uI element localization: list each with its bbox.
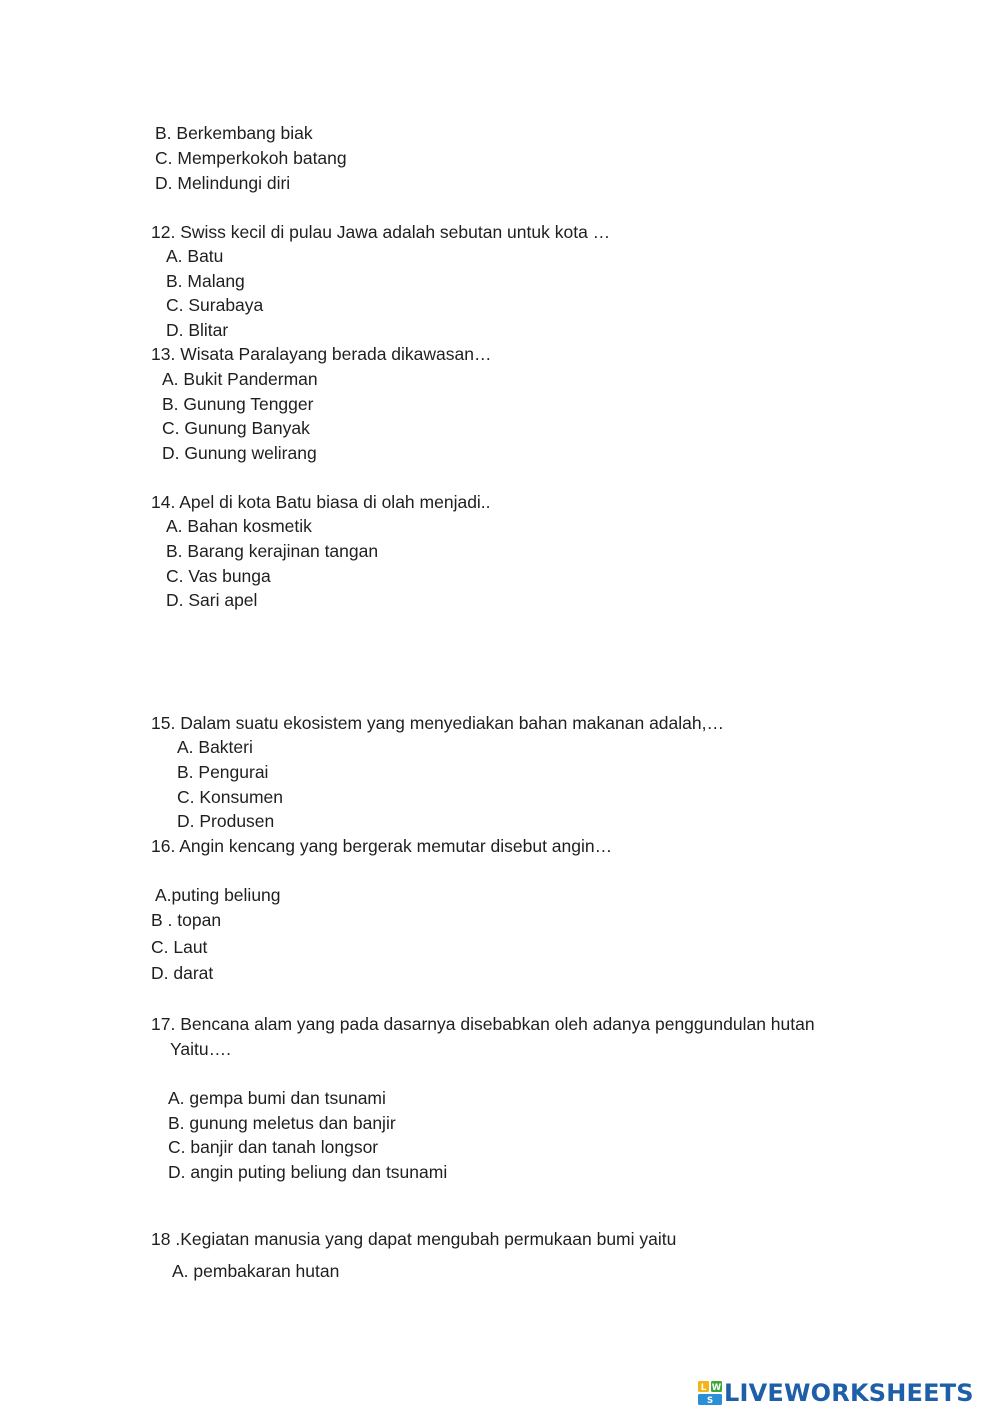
question-16: 16. Angin kencang yang bergerak memutar disebut angin… [151,836,613,856]
question-12: 12. Swiss kecil di pulau Jawa adalah sebutan untuk kota … [151,222,611,242]
question-15-option-d: D. Produsen [177,811,275,831]
question-13-option-d: D. Gunung welirang [162,443,317,463]
question-17: 17. Bencana alam yang pada dasarnya disebabkan oleh adanya penggundulan hutan [151,1014,815,1034]
question-13: 13. Wisata Paralayang berada dikawasan… [151,344,492,364]
option-b-berkembang-biak: B. Berkembang biak [155,123,313,143]
question-14-option-c: C. Vas bunga [166,566,271,586]
question-15-option-b: B. Pengurai [177,762,269,782]
question-15-option-a: A. Bakteri [177,737,253,757]
liveworksheets-logo-icon [698,1381,722,1405]
question-14-option-b: B. Barang kerajinan tangan [166,541,379,561]
option-d-melindungi-diri: D. Melindungi diri [155,173,291,193]
question-12-option-c: C. Surabaya [166,295,264,315]
brand-name: LIVEWORKSHEETS [724,1379,974,1407]
question-13-option-b: B. Gunung Tengger [162,394,314,414]
question-13-option-a: A. Bukit Panderman [162,369,318,389]
question-18-option-a: A. pembakaran hutan [172,1261,340,1281]
question-17-option-d: D. angin puting beliung dan tsunami [168,1162,448,1182]
question-14-option-a: A. Bahan kosmetik [166,516,312,536]
question-12-option-d: D. Blitar [166,320,229,340]
logo-letter-2: W [711,1382,722,1393]
question-15: 15. Dalam suatu ekosistem yang menyediakan bahan makanan adalah,… [151,713,724,733]
question-16-option-c: C. Laut [151,937,208,957]
logo-letter-3: S [706,1395,714,1405]
question-14-option-d: D. Sari apel [166,590,258,610]
question-17-option-b: B. gunung meletus dan banjir [168,1113,396,1133]
logo-letter-1: L [700,1382,707,1393]
question-17-continuation: Yaitu…. [170,1039,231,1059]
liveworksheets-brand [698,1380,974,1406]
question-17-option-a: A. gempa bumi dan tsunami [168,1088,386,1108]
question-16-option-b: B . topan [151,910,222,930]
question-16-option-a: A.puting beliung [155,885,281,905]
question-14: 14. Apel di kota Batu biasa di olah menjadi.. [151,492,491,512]
question-16-option-d: D. darat [151,963,214,983]
question-18: 18 .Kegiatan manusia yang dapat mengubah permukaan bumi yaitu [151,1229,677,1249]
question-13-option-c: C. Gunung Banyak [162,418,310,438]
option-c-memperkokoh-batang: C. Memperkokoh batang [155,148,347,168]
question-12-option-b: B. Malang [166,271,245,291]
question-17-option-c: C. banjir dan tanah longsor [168,1137,379,1157]
question-15-option-c: C. Konsumen [177,787,284,807]
question-12-option-a: A. Batu [166,246,224,266]
